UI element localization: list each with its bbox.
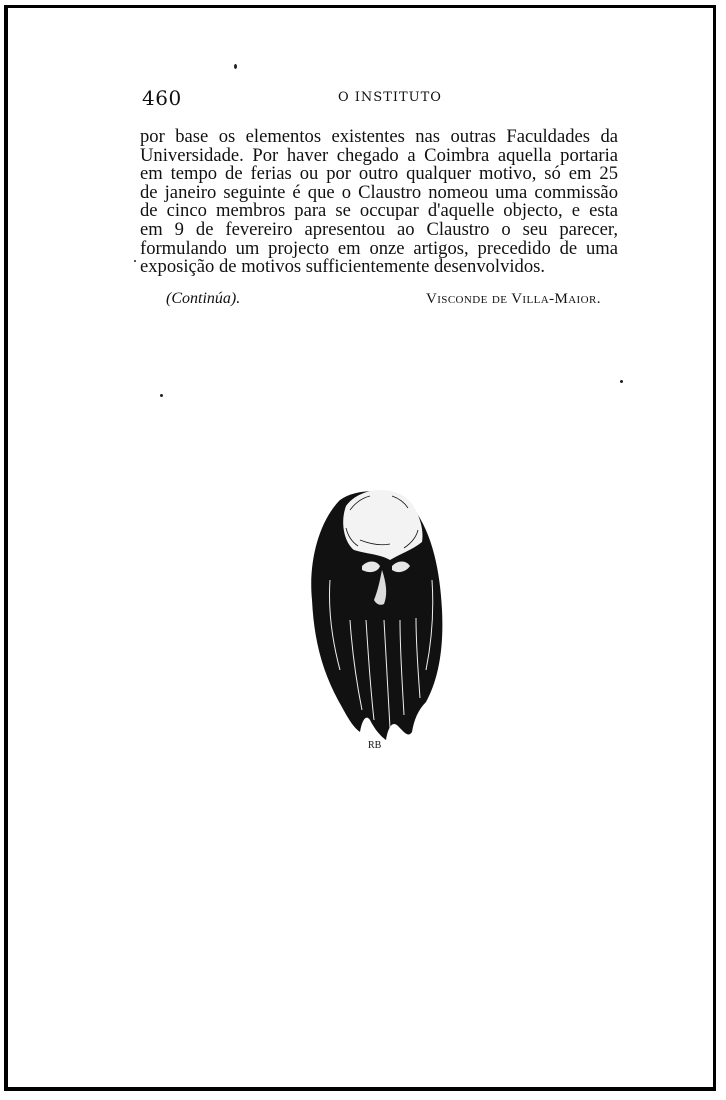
author-signature: Visconde de Villa-Maior. [426,291,601,307]
scan-speck [134,260,136,262]
page-number: 460 [142,86,182,110]
body-paragraph [140,128,618,277]
text-line: em 9 de fevereiro apresentou ao Claustro o seu parecer, [140,218,618,240]
text-line: formulando um projecto em onze artigos, precedido de uma [140,237,618,259]
text-line: em tempo de ferias ou por outro qualquer motivo, só em 25 [140,163,618,185]
artist-monogram: RB [368,740,382,750]
scan-speck [620,380,623,383]
scan-speck [160,394,163,397]
text-line: de janeiro seguinte é que o Claustro nomeou uma commissão [140,181,618,203]
bearded-head-engraving-icon [300,470,450,750]
running-head: O INSTITUTO [338,90,442,105]
continued-note: (Continúa). [166,290,241,307]
scan-speck [234,64,237,69]
text-line: de cinco membros para se occupar d'aquelle objecto, e esta [140,200,618,222]
text-line: por base os elementos existentes nas outras Faculdades da [140,126,618,147]
text-line: exposição de motivos sufficientemente desenvolvidos. [140,256,546,278]
text-line: Universidade. Por haver chegado a Coimbra aquella portaria [140,144,618,166]
